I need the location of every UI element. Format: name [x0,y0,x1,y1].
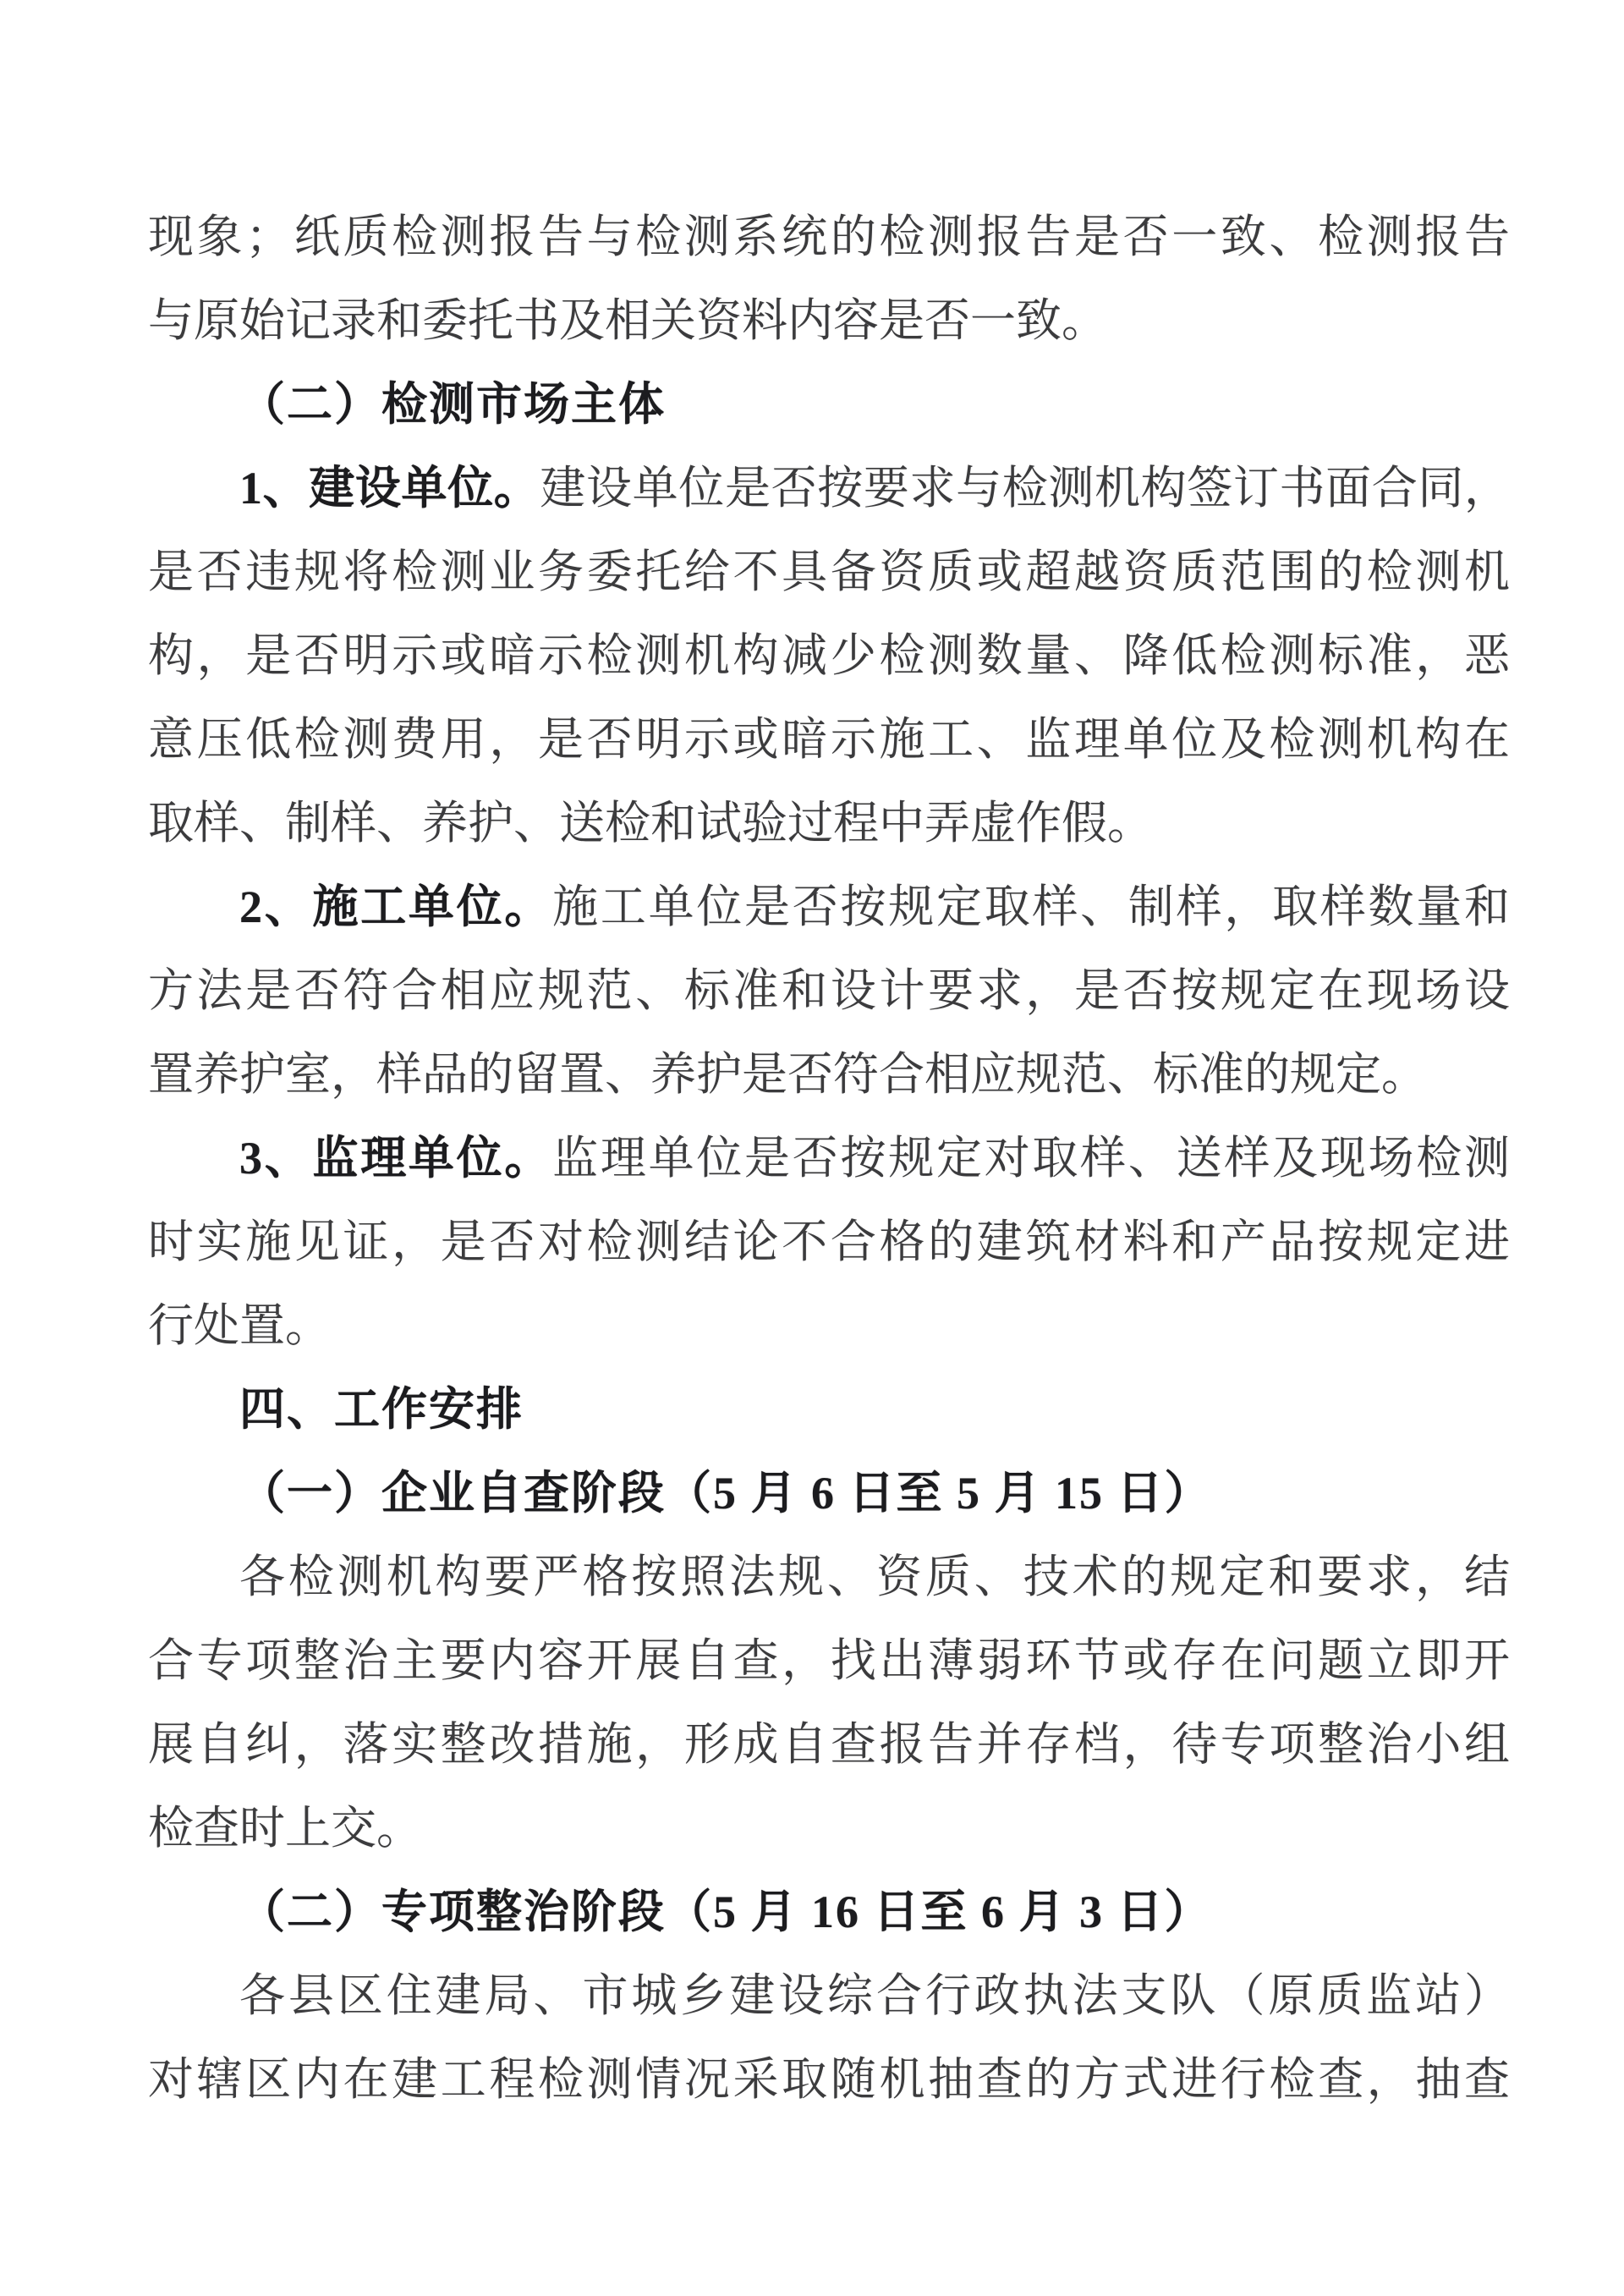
text-line [148,1284,1510,1368]
text-run: 意压低检测费用，是否明示或暗示施工、监理单位及检测机构在 [148,714,1510,765]
text-line [148,698,1510,782]
text-run: 展自纠，落实整改措施，形成自查报告并存档，待专项整治小组 [148,1719,1510,1770]
text-line [148,614,1510,698]
text-run: 对辖区内在建工程检测情况采取随机抽查的方式进行检查，抽查 [148,2054,1510,2105]
text-run: 构，是否明示或暗示检测机构减少检测数量、降低检测标准，恶 [148,630,1510,681]
text-line [148,1535,1510,1619]
text-line [148,2038,1510,2122]
text-line [148,949,1510,1033]
bold-text-run: 2、施工单位。 [239,882,553,932]
text-run: 时实施见证，是否对检测结论不合格的建筑材料和产品按规定进 [148,1217,1510,1267]
bold-text-run: 3、监理单位。 [239,1133,553,1184]
text-run: 检查时上交。 [148,1803,422,1854]
text-run: 建设单位是否按要求与检测机构签订书面合同， [540,463,1511,514]
text-line [148,1200,1510,1284]
heading-line [148,1452,1510,1535]
text-line [148,279,1510,363]
text-line [148,1033,1510,1117]
document-body [148,195,1510,2122]
text-run: 取样、制样、养护、送检和试验过程中弄虚作假。 [148,798,1153,849]
text-run: 行处置。 [148,1300,331,1351]
bold-text-run: （二）专项整治阶段（5 月 16 日至 6 月 3 日） [239,1887,1212,1937]
text-line [148,195,1510,279]
text-run: 合专项整治主要内容开展自查，找出薄弱环节或存在问题立即开 [148,1635,1510,1686]
heading-line [148,1368,1510,1452]
text-line [148,1954,1510,2038]
text-run: 方法是否符合相应规范、标准和设计要求，是否按规定在现场设 [148,965,1510,1016]
text-run: 是否违规将检测业务委托给不具备资质或超越资质范围的检测机 [148,547,1510,597]
text-line [148,1703,1510,1787]
text-run: 现象；纸质检测报告与检测系统的检测报告是否一致、检测报告 [148,211,1510,262]
text-line [148,865,1510,949]
text-run: 施工单位是否按规定取样、制样，取样数量和 [552,882,1511,932]
bold-text-run: 1、建设单位。 [239,463,540,514]
text-run: 与原始记录和委托书及相关资料内容是否一致。 [148,295,1107,346]
bold-text-run: （二）检测市场主体 [239,379,666,430]
text-line [148,1787,1510,1870]
bold-text-run: 四、工作安排 [239,1384,524,1435]
text-line [148,782,1510,865]
text-run: 各检测机构要严格按照法规、资质、技术的规定和要求，结 [239,1552,1510,1602]
text-line [148,1117,1510,1200]
text-line [148,530,1510,614]
text-line [148,1619,1510,1703]
text-run: 各县区住建局、市城乡建设综合行政执法支队（原质监站） [239,1970,1510,2021]
heading-line [148,363,1510,447]
heading-line [148,1870,1510,1954]
bold-text-run: （一）企业自查阶段（5 月 6 日至 5 月 15 日） [239,1468,1212,1519]
text-run: 置养护室，样品的留置、养护是否符合相应规范、标准的规定。 [148,1049,1427,1100]
text-line [148,447,1510,530]
text-run: 监理单位是否按规定对取样、送样及现场检测 [552,1133,1511,1184]
